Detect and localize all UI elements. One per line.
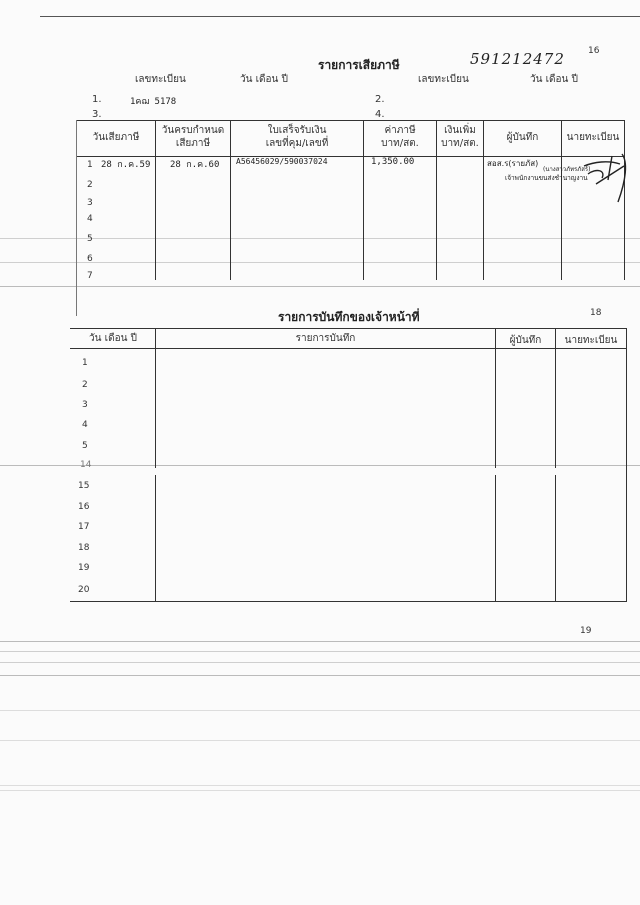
due-date-value: 28 ก.ค.60 bbox=[170, 160, 220, 170]
tax-table-header-border bbox=[76, 156, 624, 157]
tax-section-title: รายการเสียภาษี bbox=[318, 58, 400, 72]
officer-table-divider bbox=[555, 328, 556, 468]
row-number: 5 bbox=[87, 234, 93, 244]
col-header-recorder: ผู้บันทึก bbox=[506, 132, 539, 143]
col-header-registrar: นายทะเบียน bbox=[566, 132, 620, 143]
reg-number-index: 4. bbox=[375, 109, 385, 120]
tax-amount-value: 1,350.00 bbox=[371, 157, 415, 167]
scan-line bbox=[0, 740, 640, 741]
scan-line bbox=[0, 465, 640, 466]
scan-line bbox=[0, 710, 640, 711]
scan-line bbox=[0, 238, 640, 239]
row-number: 1 bbox=[87, 160, 93, 170]
scan-line bbox=[0, 675, 640, 676]
col-header-recorder: ผู้บันทึก bbox=[509, 335, 542, 346]
row-number-faded: 14 bbox=[80, 460, 92, 470]
officer-table-top-border bbox=[70, 328, 626, 329]
row-number: 5 bbox=[82, 441, 88, 451]
reg-number-value: 1คฌ 5178 bbox=[130, 97, 177, 107]
row-number: 17 bbox=[78, 522, 90, 532]
recorder-stamp: สอส.ร(รายภัส) bbox=[487, 159, 539, 168]
row-number: 6 bbox=[87, 254, 93, 264]
recorder-stamp-title: เจ้าพนักงานขนส่งชำนาญงาน bbox=[505, 174, 588, 182]
col-header-registrar: นายทะเบียน bbox=[564, 335, 618, 346]
row-number: 18 bbox=[78, 543, 90, 553]
paid-date-value: 28 ก.ค.59 bbox=[101, 160, 151, 170]
date-label-left: วัน เดือน ปี bbox=[240, 74, 288, 85]
row-number: 15 bbox=[78, 481, 90, 491]
page-number-mid: 18 bbox=[590, 308, 602, 318]
officer-table-bottom-border bbox=[70, 601, 626, 602]
row-number: 1 bbox=[82, 358, 88, 368]
page-number-top: 16 bbox=[588, 46, 600, 56]
col-header-tax: ค่าภาษี บาท/สต. bbox=[381, 125, 419, 149]
officer-table-divider bbox=[555, 475, 556, 602]
officer-table-header-border bbox=[70, 348, 626, 349]
scan-line bbox=[0, 790, 640, 791]
page-number-bottom: 19 bbox=[580, 626, 592, 636]
tax-table-divider bbox=[561, 120, 562, 280]
tax-table-divider bbox=[483, 120, 484, 280]
scan-line bbox=[0, 286, 640, 287]
officer-section-title: รายการบันทึกของเจ้าหน้าที่ bbox=[278, 310, 420, 324]
reg-label-left: เลขทะเบียน bbox=[135, 74, 186, 85]
officer-table-divider bbox=[155, 475, 156, 602]
scan-line bbox=[0, 262, 640, 263]
scan-line bbox=[0, 651, 640, 652]
scan-top-border bbox=[40, 16, 640, 17]
row-number: 4 bbox=[87, 214, 93, 224]
reg-label-right: เลขทะเบียน bbox=[418, 74, 469, 85]
row-number: 3 bbox=[82, 400, 88, 410]
scan-line bbox=[0, 785, 640, 786]
officer-table-divider bbox=[495, 328, 496, 468]
col-header-receipt: ใบเสร็จรับเงิน เลขที่คุม/เลขที่ bbox=[265, 125, 329, 149]
row-number: 3 bbox=[87, 198, 93, 208]
tax-table-left-border bbox=[76, 120, 77, 316]
col-header-date: วัน เดือน ปี bbox=[89, 333, 137, 344]
row-number: 2 bbox=[87, 180, 93, 190]
scan-line bbox=[0, 641, 640, 642]
reg-number-index: 3. bbox=[92, 109, 102, 120]
row-number: 2 bbox=[82, 380, 88, 390]
registrar-signature bbox=[578, 150, 636, 220]
row-number: 7 bbox=[87, 271, 93, 281]
receipt-number-value: A56456029/590037024 bbox=[236, 157, 328, 166]
scan-line bbox=[0, 662, 640, 663]
row-number: 19 bbox=[78, 563, 90, 573]
col-header-surcharge: เงินเพิ่ม บาท/สต. bbox=[441, 125, 479, 149]
officer-table-right-border bbox=[626, 328, 627, 602]
row-number: 4 bbox=[82, 420, 88, 430]
reg-number-index: 1. bbox=[92, 94, 102, 105]
date-label-right: วัน เดือน ปี bbox=[530, 74, 578, 85]
officer-table-divider bbox=[155, 328, 156, 468]
recorder-stamp-name: (นางสาวภัทรภัสร์) bbox=[543, 166, 591, 173]
officer-table-divider bbox=[495, 475, 496, 602]
col-header-due-date: วันครบกำหนด เสียภาษี bbox=[161, 125, 225, 149]
col-header-entry: รายการบันทึก bbox=[295, 333, 356, 344]
tax-table-top-border bbox=[76, 120, 624, 121]
reg-number-index: 2. bbox=[375, 94, 385, 105]
col-header-paid-date: วันเสียภาษี bbox=[92, 132, 140, 143]
handwritten-reference-number: 591212472 bbox=[470, 50, 565, 68]
row-number: 16 bbox=[78, 502, 90, 512]
row-number: 20 bbox=[78, 585, 90, 595]
